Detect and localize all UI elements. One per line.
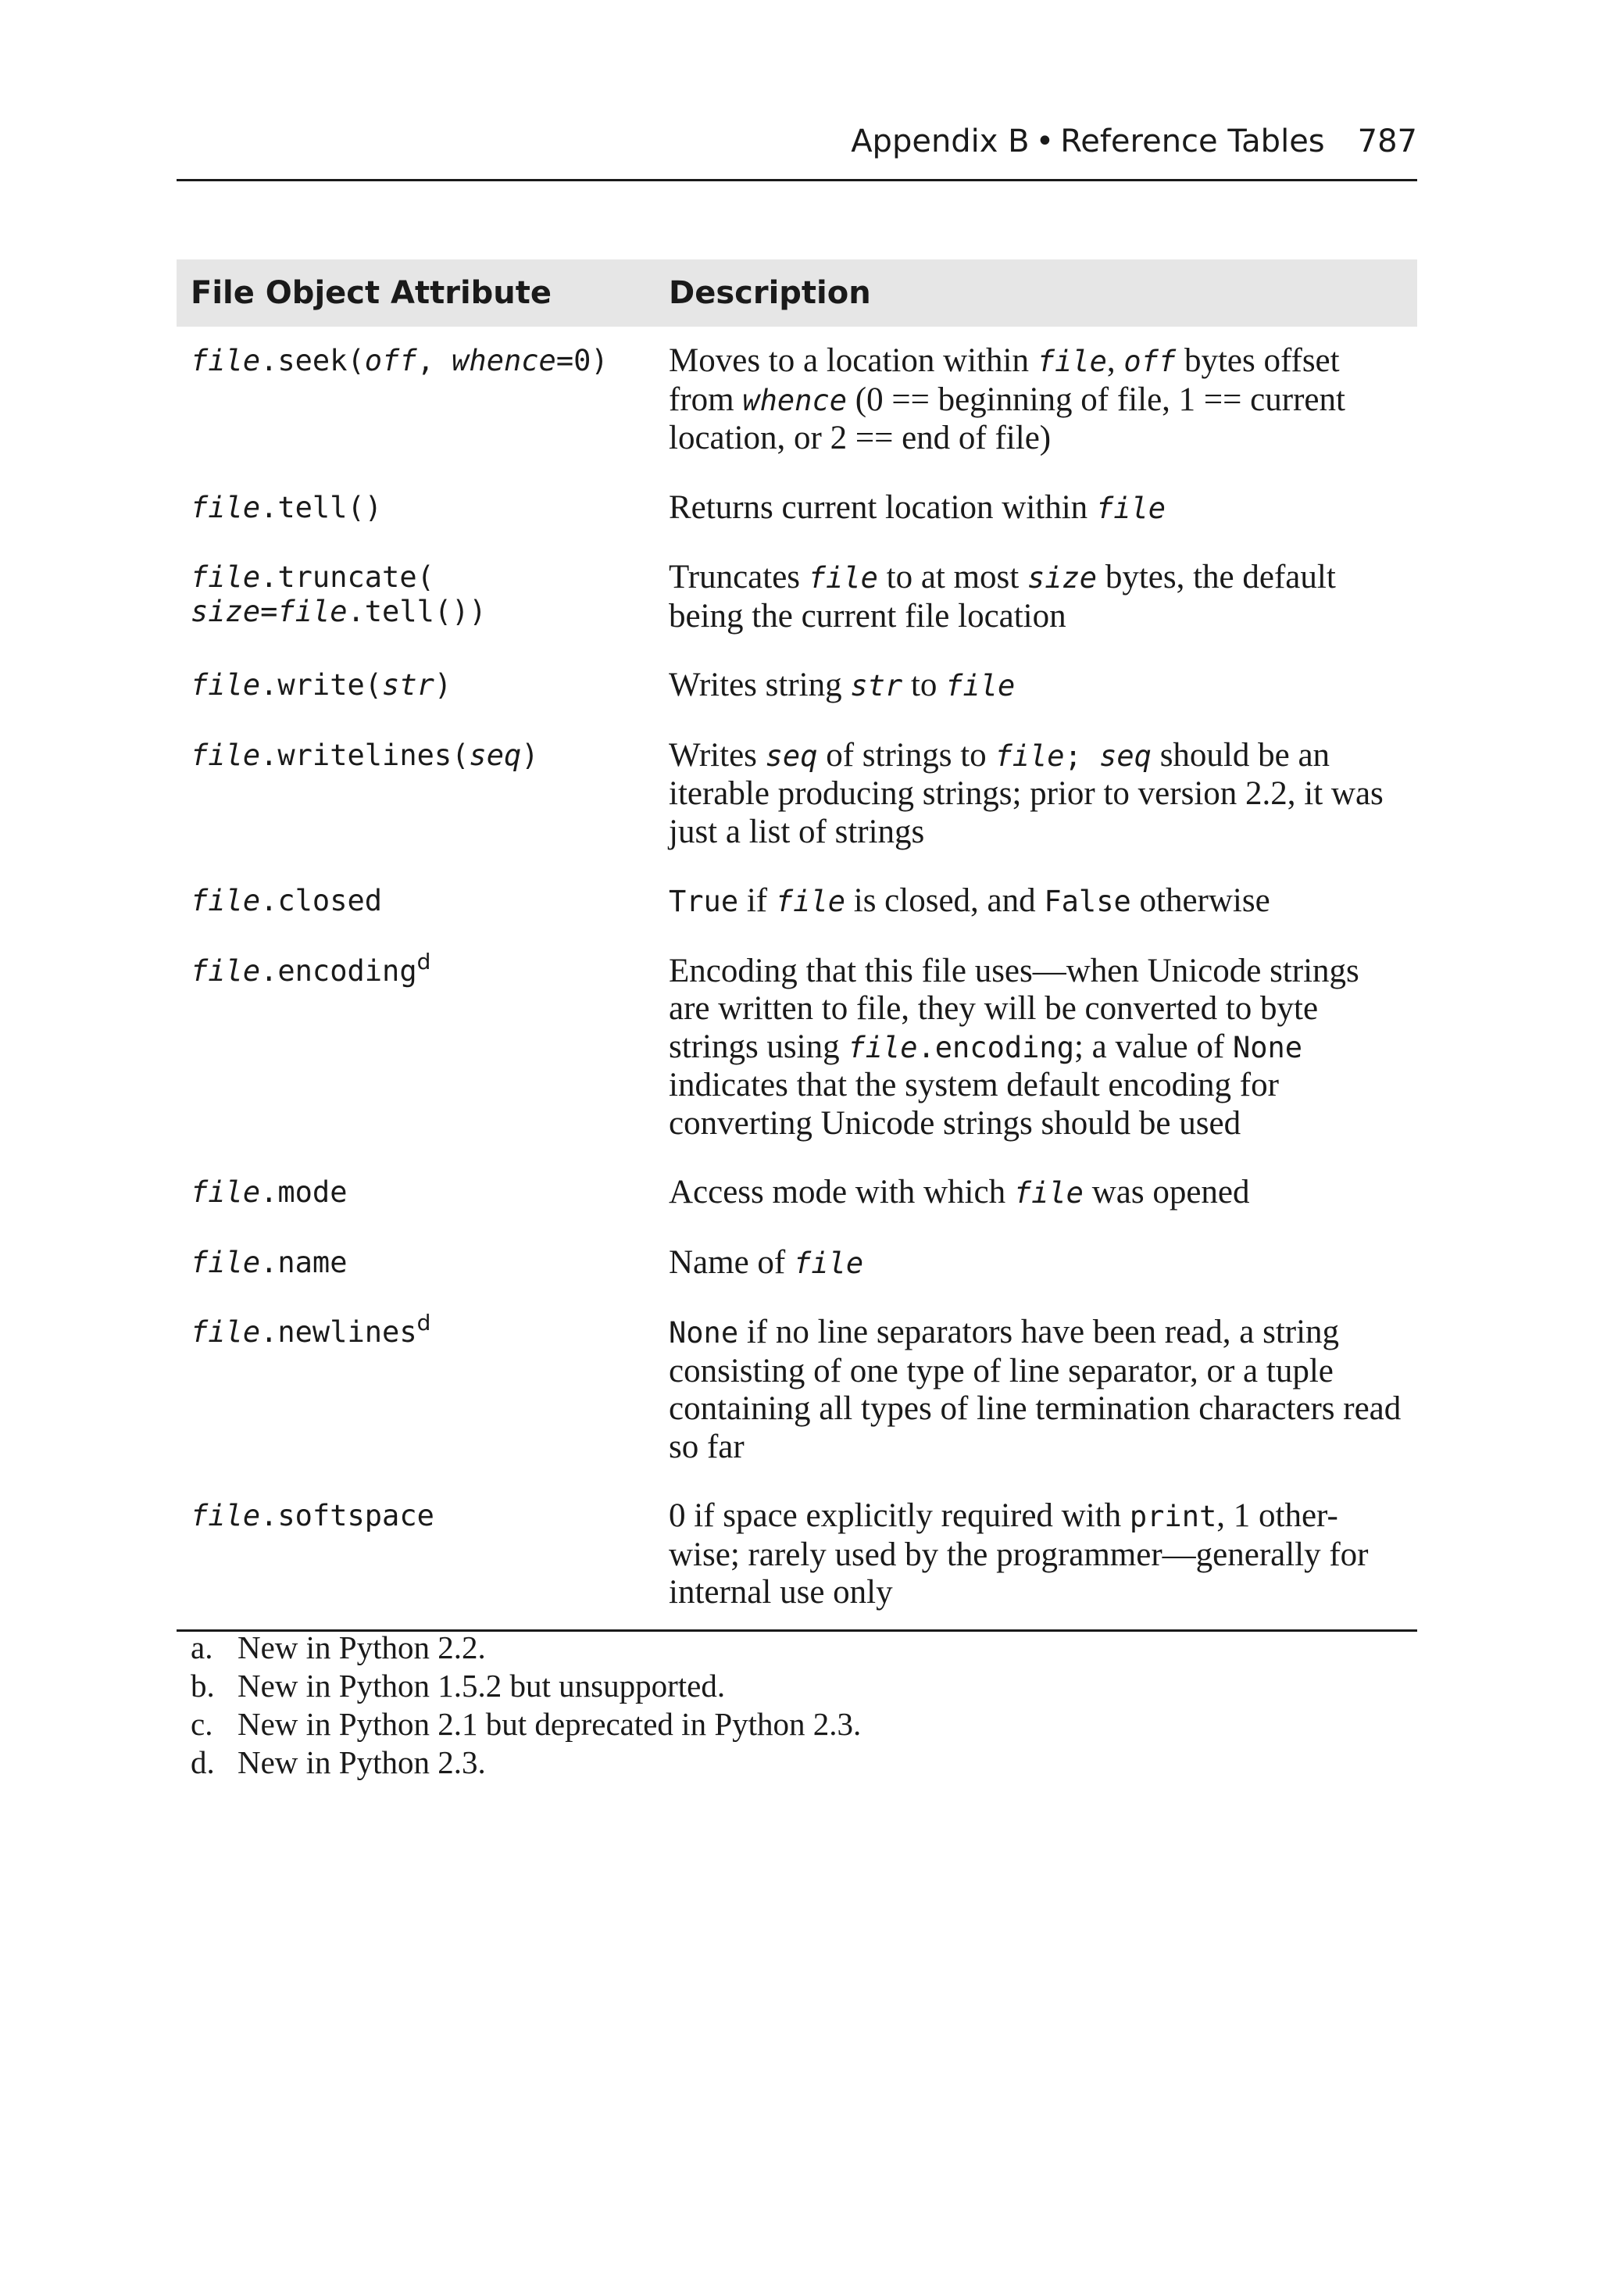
- running-header: [177, 117, 1417, 181]
- file-attribute-table: [177, 259, 1417, 1632]
- description-cell: Moves to a location within file, off bytes offset from whence (0 == beginning of file, 1 == current location, or 2 == end of file): [669, 342, 1345, 456]
- footnote: d. New in Python 2.3.: [191, 1744, 486, 1780]
- attribute-cell: file.softspace: [177, 1482, 655, 1630]
- attribute-cell: file.name: [191, 1245, 348, 1279]
- description-cell: Returns current location within file: [669, 488, 1166, 526]
- table-row: [177, 474, 1417, 544]
- description-cell: None if no line separators have been read, a string consisting of one type of line separator, or a tuple containing all types of line termination characters read so far: [669, 1314, 1402, 1465]
- footnote: b. New in Python 1.5.2 but unsupported.: [191, 1668, 726, 1704]
- table-row: [177, 1158, 1417, 1228]
- description-cell: Name of file: [669, 1243, 864, 1281]
- attribute-cell: file.write(str): [191, 668, 452, 702]
- header-title: Reference Tables: [1060, 123, 1325, 159]
- table-row: [177, 1298, 1417, 1482]
- description-cell: Access mode with which file was opened: [669, 1174, 1250, 1211]
- description-cell: Truncates file to at most size bytes, the default being the current file location: [669, 559, 1336, 635]
- footnote-marker: d: [416, 948, 431, 975]
- table-row: [177, 543, 1417, 651]
- attribute-cell: file.writelines(seq): [191, 738, 539, 772]
- attribute-cell: file.encoding$^d$: [191, 948, 431, 988]
- table-row: [177, 937, 1417, 1159]
- column-header-description: Description: [655, 259, 1417, 327]
- column-header-attribute: File Object Attribute: [177, 259, 655, 327]
- footnote: c. New in Python 2.1 but deprecated in Python 2.3.: [191, 1706, 862, 1742]
- description-cell: True if file is closed, and False otherwise: [669, 882, 1270, 919]
- table-footnotes: [191, 1629, 1409, 1782]
- table-row: [177, 1482, 1417, 1630]
- header-section: Appendix B: [851, 123, 1030, 159]
- table-header-row: [177, 259, 1417, 327]
- footnote-marker: d: [416, 1310, 431, 1336]
- footnote: a. New in Python 2.2.: [191, 1629, 486, 1665]
- table-row: [177, 867, 1417, 937]
- attribute-cell: file.mode: [191, 1175, 348, 1209]
- attribute-cell: file.truncate( size=file.tell()): [191, 560, 487, 628]
- attribute-cell: file.tell(): [191, 490, 383, 524]
- description-cell: 0 if space explicitly required with print, 1 other-wise; rarely used by the programmer—generally for internal use only: [655, 1482, 1417, 1630]
- table-row: [177, 651, 1417, 721]
- table-row: [177, 721, 1417, 867]
- attribute-cell: file.seek(off, whence=0): [191, 344, 609, 377]
- table-row: [177, 327, 1417, 474]
- description-cell: Writes seq of strings to file; seq should be an iterable producing strings; prior to version 2.2, it was just a list of strings: [669, 736, 1384, 850]
- page-number: 787: [1357, 123, 1417, 159]
- description-cell: Encoding that this file uses—when Unicode strings are written to file, they will be converted to byte strings using file.encoding; a value of None indicates that the system default encoding for converting Unicode strings should be used: [669, 952, 1359, 1142]
- table-row: [177, 1228, 1417, 1299]
- header-separator: •: [1035, 123, 1055, 159]
- description-cell: Writes string str to file: [669, 667, 1016, 703]
- attribute-cell: file.newlines$^d$: [191, 1310, 431, 1349]
- attribute-cell: file.closed: [191, 884, 383, 917]
